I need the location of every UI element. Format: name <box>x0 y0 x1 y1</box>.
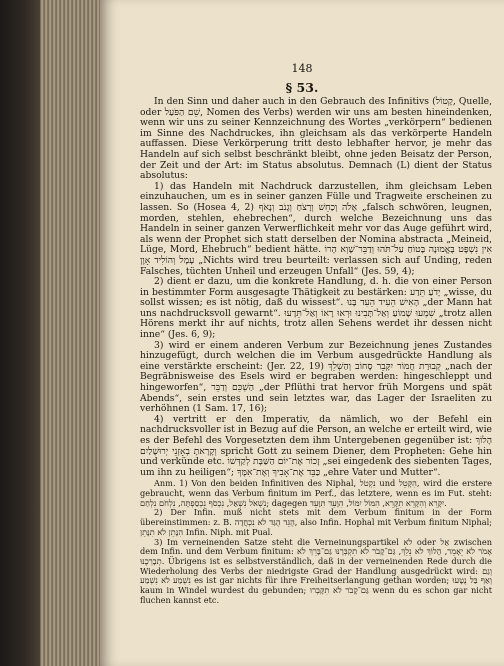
book-spine <box>0 0 40 666</box>
paragraph-point-2: 2) dient er dazu, um die konkrete Handlung, d. h. die von einer Person in bestimmter Form ausgesagte Thätigkeit zu bestärken: יָדֹעַ תֵּדַע „wisse, du sollst wissen; es ist nötig, daß du wissest“. הָאִישׁ הֵעִיד הֵעִד בָּנוּ „der Mann hat uns nachdrucksvoll gewarnt“. שִׁמְעוּ שָׁמוֹעַ וְאַל־תָּבִינוּ וּרְאוּ רָאוֹ וְאַל־תֵּדָעוּ „trotz allen Hörens merkt ihr auf nichts, trotz allen Sehens werdet ihr dessen nicht inne“ (Jes. 6, 9); <box>140 276 492 341</box>
notes-block <box>140 479 492 605</box>
note-1: Anm. 1) Von den beiden Infinitiven des Niphal, נִקְטֹל und הִקָּטֵל, wird die erstere gebraucht, wenn das Verbum finitum im Perf., das letztere, wenn es im Fut. steht: נִשְׁאֹל נִשְׁאַל, נִכְסֹף נִכְסַפְתָּה, נִלְחֹם נִלְחַם; dagegen יִקָּרֵא וְהִקָּרֵא תִקָּרֵא, הִמּוֹל יִמּוֹל, הִוָּעֵד תִּוָּעֵד. <box>140 478 492 508</box>
page-edges <box>40 0 102 666</box>
note-2: 2) Der Infin. muß nicht stets mit dem Verbum finitum in der Form übereinstimmen: z. B. הֻגֵּד הֻגַּד לֹא נִכְחֲדָה, also Infin. Hophal mit Verbum finitum Niphal; הִנָּתֵן לֹא תִנָּתֵן Infin. Niph. mit Pual. <box>140 507 492 537</box>
note-3: 3) Im verneinenden Satze steht die Verneinungspartikel לֹא oder אַל zwischen dem Infin. und dem Verbum finitum: אָמֹר לֹא יֵאָמֵר, הָלוֹךְ לֹא נֵלֵךְ, גַּם־קָבֹר לֹא תִקְבְּרֶנּוּ גַּם־בָּרֵךְ לֹא תְבָרְכֶנּוּ. Übrigens ist es selbstverständlich, daß in der verneinenden Rede durch die Wiederholung des Verbs der niedrigste Grad der Handlung ausgedrückt wird: וְגַם נִשְׁמַע לֹא נִשְׁמַע es ist gar nichts für ihre Freiheitserlangung gethan worden; וְאַף בַּל נֻטָּעוּ kaum in Windel wurdest du gebunden; גַּם־קָבֹר לֹא תִקָּבְרוּ wenn du es schon gar nicht fluchen kannst etc. <box>140 536 493 605</box>
paragraph-point-1: 1) das Handeln mit Nachdruck darzustellen, ihm gleichsam Leben einzuhauchen, um es in seiner ganzen Fülle und Tragweite erscheinen zu lassen. So (Hosea 4, 2) אָלֹה וְכַחֵשׁ וְרָצֹחַ וְגָנֹב וְנָאֹף „falsch schwören, leugnen, morden, stehlen, ehebrechen“, durch welche Bezeichnung uns das Handeln in seiner ganzen Verwerflichkeit mehr vor das Auge geführt wird, als wenn der Prophet sich statt derselben der Nomina abstracta „Meineid, Lüge, Mord, Ehebruch“ bedient hätte. אִין נִשְׁפָּט בֶּאֱמוּנָה בָּטוֹחַ עַל־תֹּהוּ וְדַבֵּר־שָׁוְא הָרוֹ עָמָל וְהוֹלִיד אָוֶן „Nichts wird treu beurteilt: verlassen sich auf Unding, reden Falsches, tüchten Unheil und erzeugen Unfall“ (Jes. 59, 4); <box>140 180 492 277</box>
book-page <box>100 0 504 666</box>
section-heading: § 53. <box>285 80 319 95</box>
body-text <box>140 97 492 606</box>
paragraph-point-4: 4) vertritt er den Imperativ, da nämlich, wo der Befehl ein nachdrucksvoller ist in Bezug auf die Person, an welche er erteilt wird, wie es der Befehl des Vorgesetzten dem ihm Untergebenen gegenüber ist: הָלוֹךְ וְקָרָאתָ בְאָזְנֵי יְרוּשָׁלַיִם spricht Gott zu seinem Diener, dem Propheten: Gehe hin und verkünde etc. זָכוֹר אֶת־יוֹם הַשַּׁבָּת לְקַדְּשׁוֹ „sei eingedenk des siebenten Tages, um ihn zu heiligen“; כַּבֵּד אֶת־אָבִיךָ וְאֶת־אִמֶּךָ „ehre Vater und Mutter“. <box>140 413 493 478</box>
page-number: 148 <box>291 62 313 75</box>
paragraph-point-3: 3) wird er einem anderen Verbum zur Bezeichnung jenes Zustandes hinzugefügt, durch welchen die im Verbum ausgedrückte Handlung als eine verstärkte erscheint: (Jer. 22, 19) קְבוּרַת חֲמוֹר יִקָּבֵר סָחוֹב וְהַשְׁלֵךְ „nach der Begräbnisweise des Esels wird er begraben werden: hingeschleppt und hingeworfen“, הַשְׁכֵּם וְדַבֵּר „der Pflüthi trat hervor früh Morgens und spät Abends“, sein erstes und sein letztes war, das Lager der Israeliten zu verhöhnen (1 Sam. 17, 16); <box>140 339 492 415</box>
paragraph-intro: In den Sinn und daher auch in den Gebrauch des Infinitivs (קָטוֹל, Quelle, oder שֵׁם הַפֹּעַל, Nomen des Verbs) werden wir uns am besten hineindenken, wenn wir uns zu seiner Kennzeichnung des Wortes „verkörpern“ bedienen im Sinne des Nachdruckes, ihn gleichsam als das verkörperte Handeln auffassen. Diese Verkörperung tritt desto lebhafter hervor, je mehr das Handeln auf sich selbst beschränkt bleibt, ohne jeden Beisatz der Person, der Zeit und der Art: im Status absolutus. Demnach (L) dient der Status absolutus: <box>140 96 492 182</box>
